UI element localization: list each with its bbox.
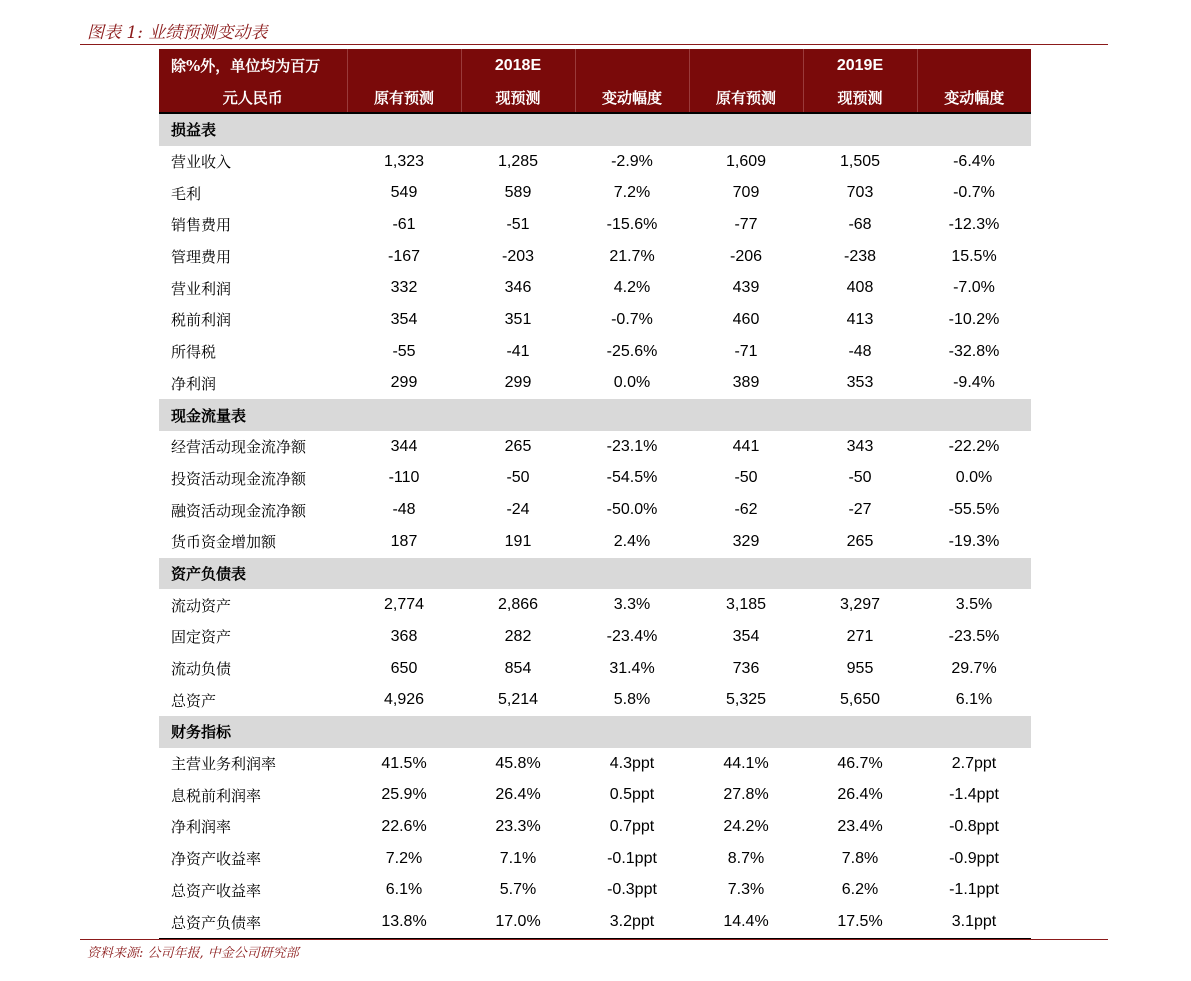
row-label: 净利润 [171, 374, 217, 393]
table-row [159, 779, 1031, 811]
value-cell: -1.4ppt [949, 786, 999, 804]
section-title: 资产负债表 [159, 558, 1031, 590]
value-cell: 354 [732, 627, 760, 645]
value-cell: 0.7ppt [609, 817, 655, 835]
value-cell: 703 [846, 184, 874, 202]
row-label: 流动负债 [171, 660, 232, 679]
value-cell: 191 [504, 532, 532, 550]
value-cell: 0.0% [613, 374, 651, 392]
value-cell: -50 [506, 469, 530, 487]
value-cell: -12.3% [948, 215, 1000, 233]
value-cell: 5,325 [725, 691, 767, 709]
footer-divider [80, 939, 1108, 940]
value-cell: 650 [390, 659, 418, 677]
value-cell: 1,505 [839, 152, 881, 170]
value-cell: -167 [387, 247, 421, 265]
subcol-header: 变动幅度 [575, 82, 689, 113]
section-title: 财务指标 [159, 716, 1031, 748]
value-cell: 408 [846, 279, 874, 297]
section-header-row [159, 716, 1031, 748]
header-spacer [917, 49, 1031, 82]
value-cell: 265 [504, 437, 532, 455]
value-cell: -6.4% [953, 152, 995, 170]
row-label: 总资产负债率 [159, 906, 347, 938]
value-cell: 3.5% [955, 596, 993, 614]
table-row [159, 241, 1031, 273]
value-cell: -10.2% [948, 310, 1000, 328]
table-row [159, 621, 1031, 653]
value-cell: -77 [734, 215, 758, 233]
value-cell: 354 [390, 310, 418, 328]
title-divider [80, 44, 1108, 45]
value-cell: -50.0% [606, 501, 658, 519]
value-cell: -55.5% [948, 501, 1000, 519]
value-cell: -0.8ppt [949, 817, 999, 835]
value-cell: 2.7ppt [951, 754, 997, 772]
value-cell: 3.1ppt [917, 906, 1031, 938]
value-cell: 299 [390, 374, 418, 392]
value-cell: 282 [504, 627, 532, 645]
value-cell: -51 [506, 215, 530, 233]
value-cell: 460 [732, 310, 760, 328]
row-label: 融资活动现金流净额 [171, 501, 307, 520]
forecast-table [159, 49, 1031, 939]
value-cell: 8.7% [727, 849, 765, 867]
header-row-subcols [159, 82, 1031, 113]
value-cell: -0.7% [953, 184, 995, 202]
value-cell: -54.5% [606, 469, 658, 487]
value-cell: 46.7% [837, 754, 883, 772]
value-cell: 24.2% [723, 817, 769, 835]
row-label: 净资产收益率 [171, 850, 262, 869]
value-cell: 13.8% [347, 906, 461, 938]
row-label: 净利润率 [171, 818, 232, 837]
value-cell: 0.5ppt [609, 786, 655, 804]
value-cell: 0.0% [955, 469, 993, 487]
subcol-header: 原有预测 [689, 82, 803, 113]
value-cell: 2.4% [613, 532, 651, 550]
value-cell: 2,866 [497, 596, 539, 614]
table-row [159, 748, 1031, 780]
value-cell: -0.3ppt [607, 881, 657, 899]
value-cell: 368 [390, 627, 418, 645]
table-row [159, 494, 1031, 526]
value-cell: 2,774 [383, 596, 425, 614]
header-spacer [575, 49, 689, 82]
value-cell: 736 [732, 659, 760, 677]
value-cell: -48 [392, 501, 416, 519]
section-header-row [159, 399, 1031, 431]
table-row [159, 653, 1031, 685]
value-cell: 31.4% [609, 659, 655, 677]
value-cell: -238 [843, 247, 877, 265]
value-cell: -71 [734, 342, 758, 360]
value-cell: 25.9% [381, 786, 427, 804]
value-cell: 5,650 [839, 691, 881, 709]
value-cell: 29.7% [951, 659, 997, 677]
value-cell: 589 [504, 184, 532, 202]
value-cell: 5.7% [499, 881, 537, 899]
year-header-2019e: 2019E [803, 49, 917, 82]
table-row [159, 336, 1031, 368]
value-cell: 187 [390, 532, 418, 550]
value-cell: 353 [846, 374, 874, 392]
value-cell: 441 [732, 437, 760, 455]
value-cell: 17.5% [803, 906, 917, 938]
value-cell: 45.8% [495, 754, 541, 772]
table-row [159, 875, 1031, 907]
value-cell: 265 [846, 532, 874, 550]
row-label: 固定资产 [171, 628, 232, 647]
value-cell: 343 [846, 437, 874, 455]
source-note: 资料来源: 公司年报, 中金公司研究部 [87, 946, 299, 961]
value-cell: -61 [392, 215, 416, 233]
value-cell: 351 [504, 310, 532, 328]
value-cell: 22.6% [381, 817, 427, 835]
value-cell: -27 [848, 501, 872, 519]
value-cell: 389 [732, 374, 760, 392]
table-row [159, 684, 1031, 716]
value-cell: 439 [732, 279, 760, 297]
value-cell: 21.7% [609, 247, 655, 265]
section-title: 损益表 [159, 113, 1031, 146]
table-row [159, 272, 1031, 304]
value-cell: 5.8% [613, 691, 651, 709]
row-label: 税前利润 [171, 311, 232, 330]
value-cell: 26.4% [495, 786, 541, 804]
value-cell: 15.5% [951, 247, 997, 265]
value-cell: 7.2% [613, 184, 651, 202]
table-row [159, 843, 1031, 875]
value-cell: 344 [390, 437, 418, 455]
value-cell: -41 [506, 342, 530, 360]
table-row [159, 146, 1031, 178]
value-cell: 3.3% [613, 596, 651, 614]
value-cell: 27.8% [723, 786, 769, 804]
header-spacer [689, 49, 803, 82]
value-cell: 955 [846, 659, 874, 677]
value-cell: -24 [506, 501, 530, 519]
value-cell: 26.4% [837, 786, 883, 804]
value-cell: 332 [390, 279, 418, 297]
value-cell: -110 [388, 469, 420, 487]
row-label: 管理费用 [171, 248, 232, 267]
row-label: 总资产 [171, 691, 217, 710]
value-cell: -62 [734, 501, 758, 519]
value-cell: -23.5% [948, 627, 1000, 645]
value-cell: 3.2ppt [575, 906, 689, 938]
table-row [159, 463, 1031, 495]
value-cell: 1,323 [383, 152, 425, 170]
section-header-row [159, 113, 1031, 146]
value-cell: -206 [729, 247, 763, 265]
value-cell: 549 [390, 184, 418, 202]
table-row [159, 589, 1031, 621]
section-header-row [159, 558, 1031, 590]
value-cell: -23.4% [606, 627, 658, 645]
value-cell: -0.1ppt [607, 849, 657, 867]
row-label: 投资活动现金流净额 [171, 469, 307, 488]
year-header-2018e: 2018E [461, 49, 575, 82]
figure-title: 图表 1: 业绩预测变动表 [87, 23, 268, 43]
table-row [159, 431, 1031, 463]
value-cell: -1.1ppt [949, 881, 999, 899]
value-cell: 7.1% [499, 849, 537, 867]
value-cell: 6.2% [841, 881, 879, 899]
value-cell: 14.4% [689, 906, 803, 938]
value-cell: 6.1% [955, 691, 993, 709]
value-cell: 23.3% [495, 817, 541, 835]
value-cell: 6.1% [385, 881, 423, 899]
value-cell: 329 [732, 532, 760, 550]
value-cell: 1,609 [725, 152, 767, 170]
row-label: 销售费用 [171, 216, 232, 235]
value-cell: 271 [846, 627, 874, 645]
row-label: 营业利润 [171, 279, 232, 298]
value-cell: -22.2% [948, 437, 1000, 455]
value-cell: 346 [504, 279, 532, 297]
value-cell: -0.9ppt [949, 849, 999, 867]
value-cell: -50 [848, 469, 872, 487]
table-row [159, 526, 1031, 558]
table-row [159, 811, 1031, 843]
value-cell: -7.0% [953, 279, 995, 297]
value-cell: -23.1% [606, 437, 658, 455]
value-cell: 3,185 [725, 596, 767, 614]
value-cell: -203 [501, 247, 535, 265]
value-cell: 4,926 [383, 691, 425, 709]
value-cell: 854 [504, 659, 532, 677]
value-cell: 4.3ppt [609, 754, 655, 772]
row-label: 流动资产 [171, 596, 232, 615]
row-label: 主营业务利润率 [171, 755, 277, 774]
table-row [159, 209, 1031, 241]
value-cell: -19.3% [948, 532, 1000, 550]
value-cell: 413 [846, 310, 874, 328]
unit-label-line1: 除%外，单位均为百万 [159, 49, 347, 82]
row-label: 总资产收益率 [171, 881, 262, 900]
value-cell: 1,285 [497, 152, 539, 170]
value-cell: -0.7% [611, 310, 653, 328]
subcol-header: 原有预测 [347, 82, 461, 113]
row-label: 毛利 [171, 184, 202, 203]
value-cell: 44.1% [723, 754, 769, 772]
table-row [159, 177, 1031, 209]
value-cell: -48 [848, 342, 872, 360]
row-label: 货币资金增加额 [171, 533, 277, 552]
value-cell: -50 [734, 469, 758, 487]
subcol-header: 现预测 [803, 82, 917, 113]
row-label: 息税前利润率 [171, 786, 262, 805]
subcol-header: 现预测 [461, 82, 575, 113]
header-row-years [159, 49, 1031, 82]
value-cell: 3,297 [839, 596, 881, 614]
table-row [159, 304, 1031, 336]
row-label: 营业收入 [171, 153, 232, 172]
value-cell: 5,214 [497, 691, 539, 709]
table-row [159, 906, 1031, 938]
value-cell: -15.6% [606, 215, 658, 233]
row-label: 经营活动现金流净额 [171, 438, 307, 457]
value-cell: 299 [504, 374, 532, 392]
value-cell: 41.5% [381, 754, 427, 772]
value-cell: 23.4% [837, 817, 883, 835]
table-row [159, 368, 1031, 400]
table-body [159, 113, 1031, 938]
header-spacer [347, 49, 461, 82]
value-cell: -32.8% [948, 342, 1000, 360]
value-cell: -2.9% [611, 152, 653, 170]
value-cell: -68 [848, 215, 872, 233]
value-cell: 17.0% [461, 906, 575, 938]
value-cell: 7.8% [841, 849, 879, 867]
value-cell: -55 [392, 342, 416, 360]
value-cell: -25.6% [606, 342, 658, 360]
value-cell: -9.4% [953, 374, 995, 392]
value-cell: 709 [732, 184, 760, 202]
value-cell: 4.2% [613, 279, 651, 297]
value-cell: 7.2% [385, 849, 423, 867]
row-label: 所得税 [171, 343, 217, 362]
unit-label-line2: 元人民币 [159, 82, 347, 113]
value-cell: 7.3% [727, 881, 765, 899]
section-title: 现金流量表 [159, 399, 1031, 431]
subcol-header: 变动幅度 [917, 82, 1031, 113]
